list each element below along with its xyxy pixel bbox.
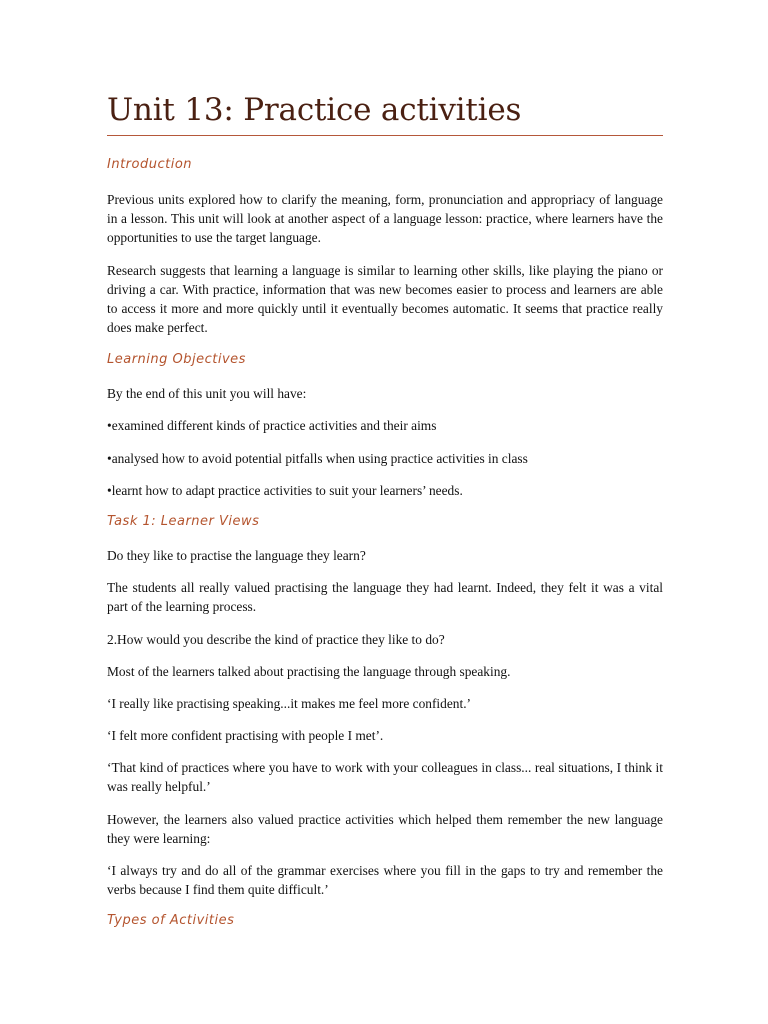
task1-quote-1: ‘I really like practising speaking...it makes me feel more confident.’ [107,696,472,711]
heading-task-1: Task 1: Learner Views [107,514,260,529]
heading-introduction: Introduction [107,157,193,172]
task1-paragraph-5: However, the learners also valued practice activities which helped them remember the new language they were learning: [107,812,663,846]
objective-item-2: •analysed how to avoid potential pitfalls when using practice activities in class [107,451,528,466]
intro-paragraph-2: Research suggests that learning a language is similar to learning other skills, like playing the piano or driving a car. With practice, information that was new becomes easier to process and learners are able to access it more and more quickly until it eventually becomes automatic. It seems that practice really does make perfect. [107,263,663,335]
objective-item-1: •examined different kinds of practice activities and their aims [107,418,437,433]
task1-paragraph-3: 2.How would you describe the kind of practice they like to do? [107,632,445,647]
objectives-intro: By the end of this unit you will have: [107,386,307,401]
objective-item-3: •learnt how to adapt practice activities to suit your learners’ needs. [107,483,463,498]
task1-quote-2: ‘I felt more confident practising with people I met’. [107,728,384,743]
intro-paragraph-1: Previous units explored how to clarify the meaning, form, pronunciation and appropriacy of language in a lesson. This unit will look at another aspect of a language lesson: practice, where learners have the opportunities to use the target language. [107,192,663,245]
page-title: Unit 13: Practice activities [107,92,522,128]
task1-paragraph-4: Most of the learners talked about practising the language through speaking. [107,664,511,679]
task1-paragraph-2: The students all really valued practising the language they had learnt. Indeed, they felt it was a vital part of the learning process. [107,580,663,614]
task1-quote-3: ‘That kind of practices where you have to work with your colleagues in class... real situations, I think it was really helpful.’ [107,760,663,794]
heading-types-of-activities: Types of Activities [107,913,235,928]
heading-learning-objectives: Learning Objectives [107,352,246,367]
task1-paragraph-1: Do they like to practise the language they learn? [107,548,366,563]
title-underline [107,135,663,136]
task1-quote-4: ‘I always try and do all of the grammar exercises where you fill in the gaps to try and remember the verbs because I find them quite difficult.’ [107,863,663,897]
